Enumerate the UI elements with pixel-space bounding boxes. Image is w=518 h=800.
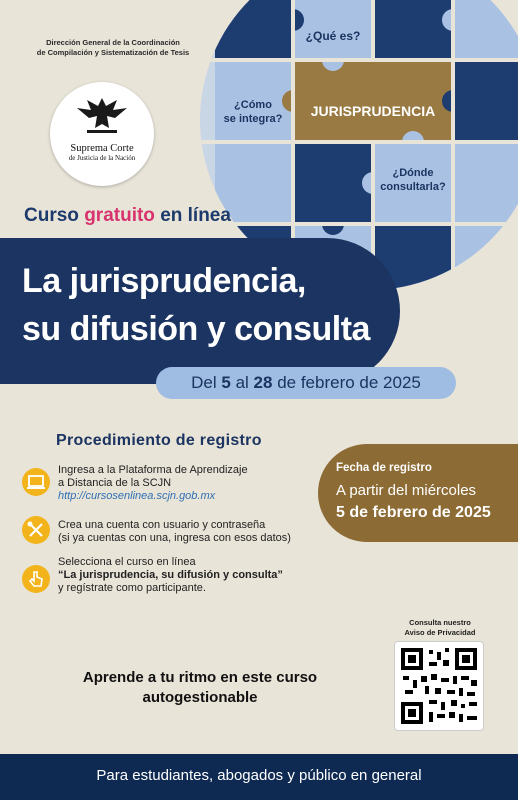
course-title-line-2: su difusión y consulta [22, 310, 370, 348]
step-3-course-name: “La jurisprudencia, su difusión y consulta” [58, 569, 283, 581]
footer-text: Para estudiantes, abogados y público en general [96, 767, 422, 784]
tagline-line-1: Aprende a tu ritmo en este curso [82, 669, 318, 686]
course-type [24, 205, 231, 227]
seal-subtitle: de Justicia de la Nación [68, 154, 136, 162]
tagline [40, 668, 360, 708]
platform-link[interactable]: http://cursosenlinea.scjn.gob.mx [58, 490, 216, 502]
course-prefix: Curso [24, 205, 79, 226]
dates-start: 5 [221, 373, 231, 392]
registration-from: A partir del miércoles [336, 482, 477, 499]
step-3-line-1: Selecciona el curso en línea [58, 556, 196, 568]
tools-icon [22, 516, 50, 544]
privacy-notice [394, 618, 486, 638]
dates-mid: al [235, 373, 249, 392]
puzzle-question-what: ¿Qué es? [305, 29, 361, 43]
dates-end: 28 [253, 373, 273, 392]
puzzle-question-where-1: ¿Dónde [392, 167, 434, 179]
org-line-1: Dirección General de la Coordinación [46, 38, 180, 47]
laptop-icon [22, 468, 50, 496]
step-2 [58, 519, 291, 545]
pointer-hand-icon [22, 565, 50, 593]
course-title-line-1: La jurisprudencia, [22, 262, 306, 300]
privacy-line-1: Consulta nuestro [409, 618, 471, 627]
puzzle-question-where-2: consultarla? [380, 181, 446, 193]
step-1-line-1: Ingresa a la Plataforma de Aprendizaje [58, 464, 248, 476]
registration-label: Fecha de registro [336, 462, 432, 474]
org-line-2: de Compilación y Sistematización de Tesis [36, 48, 190, 57]
step-1-line-2: a Distancia de la SCJN [58, 477, 172, 489]
step-3 [58, 556, 283, 595]
course-highlight: gratuito [84, 205, 155, 226]
puzzle-question-how-2: se integra? [223, 113, 283, 125]
puzzle-center-label: JURISPRUDENCIA [310, 103, 436, 119]
step-1 [58, 464, 248, 503]
privacy-line-2: Aviso de Privacidad [404, 628, 476, 637]
organization-name [18, 38, 208, 58]
eagle-emblem-icon [73, 94, 131, 136]
course-suffix: en línea [160, 205, 231, 226]
registration-date: 5 de febrero de 2025 [336, 504, 491, 521]
dates-pre: Del [191, 373, 217, 392]
seal-name: Suprema Corte [70, 143, 134, 154]
dates-post: de febrero de 2025 [277, 373, 421, 392]
step-2-line-2: (si ya cuentas con una, ingresa con esos datos) [58, 532, 291, 544]
tagline-line-2: autogestionable [142, 689, 258, 706]
puzzle-question-how-1: ¿Cómo [234, 99, 272, 111]
course-dates [156, 367, 456, 399]
step-2-line-1: Crea una cuenta con usuario y contraseña [58, 519, 266, 531]
step-3-line-3: y regístrate como participante. [58, 582, 206, 594]
procedure-title: Procedimiento de registro [56, 432, 262, 449]
qr-code[interactable] [394, 641, 484, 731]
scjn-seal [50, 82, 154, 186]
